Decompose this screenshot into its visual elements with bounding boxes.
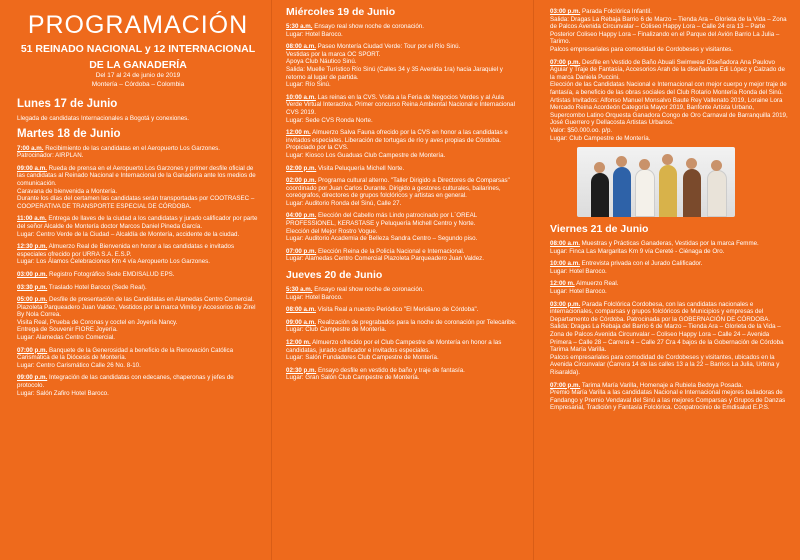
entry-text: Entrega de Souvenir FIORE Joyería. — [17, 326, 118, 334]
entry-text: Lugar: Alamedas Centro Comercial Plazoleta Parqueadero Juan Valdez. — [286, 255, 484, 263]
entry-line — [286, 248, 519, 256]
photo-figure — [635, 169, 655, 217]
entry-text: Apoya Club Náutico Sinú. — [286, 58, 357, 66]
entry-line — [550, 46, 788, 54]
entry-line — [286, 165, 519, 173]
entry-time: 10:00 a.m. — [286, 93, 316, 101]
entry-line — [17, 165, 262, 188]
entry-line — [286, 319, 519, 327]
entry-line — [286, 31, 519, 39]
entry-time: 12:00 m. — [550, 280, 575, 288]
schedule-entry — [286, 306, 519, 314]
entry-line — [17, 243, 262, 258]
entry-line — [286, 354, 519, 362]
schedule-entry — [17, 115, 262, 123]
entry-text: Lugar: Hotel Baroco. — [286, 30, 343, 38]
entry-text: Lugar: Salón Zafiro Hotel Baroco. — [17, 389, 109, 397]
entry-text: Parada Folclórica Cordobesa, con las candidatas nacionales e internacionales, comparsas y grupos folclóricos de Municipios y empresas del Departamento de Córdoba. Patrocinada por la GOBERNACIÓN DE CÓRDOBA. — [550, 300, 771, 323]
entry-line — [550, 16, 788, 46]
entry-line — [286, 129, 519, 144]
entry-line — [286, 255, 519, 263]
column-middle — [283, 0, 519, 560]
entry-time: 07:00 p.m. — [286, 247, 317, 255]
entry-line — [17, 296, 262, 319]
entry-text: Rueda de prensa en el Aeropuerto Los Garzones y primer desfile oficial de las candidatas al Reinado Nacional e Internacional de la Ganadería ante los medios de comunicación. — [17, 164, 256, 187]
entry-line — [550, 81, 788, 96]
entry-line — [17, 390, 262, 398]
entry-line — [550, 382, 788, 390]
schedule-entry — [286, 165, 519, 173]
schedule-entry — [286, 43, 519, 89]
entry-text: Artistas Invitados: Alfonso Manuel Monsalvo Baute Rey Vallenato 2019, Loraine Lora Mercado Reina Acordeón Categoría Mayor 2019, Banfonte Artista Urbano, Supercombo Latino Orquesta Ganadora Congo de Oro Carnaval de Barranquilla 2019, José Guerrero y Dellacosta Artistas Urbanos. — [550, 96, 788, 127]
schedule-entry — [17, 243, 262, 266]
entry-text: Integración de las candidatas con edecanes, chaperonas y jefes de protocolo. — [17, 374, 234, 390]
entry-text: Registro Fotográfico Sede EMDISALUD EPS. — [49, 270, 175, 278]
entry-text: Realización de pregrabados para la noche de coronación por Telecaribe. — [317, 318, 517, 326]
entry-line — [550, 268, 788, 276]
entry-time: 05:00 p.m. — [17, 296, 48, 304]
entry-text: Ensayo desfile en vestido de baño y traje de fantasía. — [318, 366, 465, 374]
entry-time: 11:00 a.m. — [17, 215, 47, 223]
entry-line — [286, 58, 519, 66]
entry-text: Lugar: Club Campestre de Montería. — [550, 134, 651, 142]
entry-line — [17, 319, 262, 327]
entry-time: 5:30 a.m. — [286, 286, 313, 294]
photo-figure — [659, 165, 677, 217]
entry-time: 10:00 a.m. — [550, 260, 580, 268]
entry-text: Lugar: Hotel Baroco. — [286, 293, 343, 301]
event-name-line-1: 51 REINADO NACIONAL y 12 INTERNACIONAL — [20, 43, 256, 55]
entry-text: Lugar: Gran Salón Club Campestre de Montería. — [286, 374, 420, 382]
entry-text: Almuerzo ofrecido por el Club Campestre de Montería en honor a las candidatas, jurado calificador e invitados especiales. — [286, 339, 502, 354]
entry-time: 02:30 p.m. — [286, 366, 317, 374]
schedule-entry — [286, 94, 519, 124]
column-right — [547, 0, 788, 560]
photo-figure — [683, 169, 701, 217]
schedule-entry — [286, 367, 519, 382]
schedule-entry — [286, 23, 519, 38]
entry-text: Lugar: Finca Las Margaritas Km 9 vía Cereté - Ciénaga de Oro. — [550, 247, 725, 255]
day-heading: Viernes 21 de Junio — [550, 223, 649, 236]
entry-line — [286, 200, 519, 208]
photo-figure-head — [662, 154, 673, 165]
schedule-entry — [17, 347, 262, 370]
entry-text: Tarima María Varilla, Homenaje a Rubiela Bedoya Posada. — [581, 381, 744, 389]
entry-text: Visita Peluquería Michell Norte. — [318, 164, 405, 172]
entry-line — [286, 94, 519, 117]
entry-line — [286, 23, 519, 31]
entry-time: 07:00 p.m. — [17, 346, 48, 354]
schedule-entry — [17, 145, 262, 160]
entry-line — [17, 374, 262, 389]
entry-text: Elección del Cabello más Lindo patrocinado por L´OREAL PROFESSIONEL, KERASTASE y Peluquería Michell Centro y Norte. — [286, 212, 478, 228]
schedule-entry — [550, 280, 788, 295]
entry-text: Visita Real a nuestro Periódico "El Meridiano de Córdoba". — [317, 306, 479, 314]
entry-text: Salida: Dragas La Rebaja Barrio 6 de Marzo – Tienda Ara – Glorieta de la Vida – Zona de Palcos Avenida Circunvalar – Coliseo Happy Lora – Calle 24 cra 13 – Parte Posterior Coliseo Happy Lora – Finalizando en el Parque del Avión Barrio La Julia – Tarimo. — [550, 15, 787, 46]
entry-text: Caravana de bienvenida a Montería. — [17, 187, 118, 195]
entry-time: 09:00 a.m. — [17, 164, 47, 172]
entry-line — [550, 8, 788, 16]
entry-time: 7:00 a.m. — [17, 144, 44, 152]
entry-text: Lugar: Auditorio Academia de Belleza Sandra Centro – Segundo piso. — [286, 235, 478, 243]
entry-text: Lugar: Sede CVS Ronda Norte. — [286, 116, 373, 124]
entry-time: 04:00 p.m. — [286, 212, 317, 220]
entry-time: 07:00 p.m. — [550, 381, 581, 389]
entry-line — [17, 115, 262, 123]
entry-line — [286, 374, 519, 382]
schedule-entry — [286, 212, 519, 242]
entry-line — [17, 231, 262, 239]
entry-line — [550, 248, 788, 256]
column-left — [14, 0, 262, 560]
entry-line — [550, 389, 788, 412]
entry-line — [17, 271, 262, 279]
entry-line — [17, 188, 262, 196]
schedule-entry — [550, 260, 788, 275]
event-dates: Del 17 al 24 de junio de 2019 — [95, 72, 181, 79]
entry-text: Almuerzo Salva Fauna ofrecido por la CVS en honor a las candidatas e invitados especiales. Liberación de tortugas de río y aves propias de Córdoba. — [286, 129, 508, 144]
entry-line — [286, 152, 519, 160]
entry-line — [550, 135, 788, 143]
entry-line — [550, 280, 788, 288]
entry-line — [17, 195, 262, 210]
entry-time: 03:00 p.m. — [550, 300, 581, 308]
entry-text: Lugar: Club Campestre de Montería. — [286, 326, 387, 334]
entry-line — [17, 215, 262, 230]
entry-line — [17, 347, 262, 362]
entry-text: Traslado Hotel Baroco (Sede Real). — [48, 283, 147, 291]
entry-text: Durante los días del certamen las candidatas serán transportadas por COOTRASEC – COOPERATIVA DE TRANSPORTE ESPECIAL DE CÓRDOBA. — [17, 195, 255, 210]
entry-text: Ensayo real show noche de coronación. — [314, 23, 424, 30]
schedule-entry — [17, 165, 262, 211]
entry-text: Lugar: Hotel Baroco. — [550, 267, 607, 275]
schedule-entry — [550, 301, 788, 377]
schedule-entry — [17, 284, 262, 292]
entry-text: Elección de las Candidatas Nacional e Internacional con mejor cuerpo y mejor traje de fantasía, a beneficio de las obras sociales del Club Rotario Montería Ronda del Sinú. — [550, 81, 787, 96]
entry-line — [17, 326, 262, 334]
entry-text: Entrevista privada con el Jurado Calificador. — [581, 260, 703, 268]
schedule-entry — [286, 129, 519, 159]
entry-line — [17, 334, 262, 342]
artists-group-photo — [577, 147, 735, 217]
entry-text: Elección del Mejor Rostro Vogue. — [286, 227, 378, 235]
entry-time: 03:30 p.m. — [17, 283, 48, 291]
schedule-entry — [286, 339, 519, 362]
entry-time: 02:00 p.m. — [286, 164, 317, 172]
entry-line — [17, 258, 262, 266]
entry-text: Desfile en Vestido de Baño Abuali Swimwear Diseñadora Ana Paulovo Aguiar y Traje de Fantasía, Accesorios Arah de la diseñadora Edi López y Calzado de la marca Daniela Puccini. — [550, 58, 785, 81]
entry-line — [286, 339, 519, 354]
entry-line — [550, 240, 788, 248]
entry-text: Lugar: Centro Verde de la Ciudad – Alcaldía de Montería, accidente de la ciudad. — [17, 230, 240, 238]
entry-line — [286, 81, 519, 89]
entry-line — [286, 294, 519, 302]
schedule-entry — [286, 248, 519, 263]
entry-text: Programa cultural alterno. "Taller Dirigido a Directores de Comparsas" coordinado por Juan Carlos Durante. Dirigido a gestores culturales, bailarines, coreógrafos, directores de grupos folclóricos y artistas en general. — [286, 177, 510, 200]
page-title: PROGRAMACIÓN — [27, 11, 249, 39]
fold-line — [533, 0, 534, 560]
entry-text: Lugar: Salón Fundadores Club Campestre de Montería. — [286, 354, 439, 362]
event-name-line-2: DE LA GANADERÍA — [89, 59, 187, 71]
event-location: Montería – Córdoba – Colombia — [91, 81, 185, 88]
entry-time: 12:30 p.m. — [17, 243, 48, 251]
schedule-entry — [286, 177, 519, 207]
entry-line — [550, 260, 788, 268]
entry-text: Almuerzo Real. — [576, 280, 619, 288]
schedule-entry — [17, 215, 262, 238]
entry-line — [286, 66, 519, 81]
entry-line — [286, 306, 519, 314]
entry-line — [286, 235, 519, 243]
entry-line — [550, 97, 788, 127]
entry-text: Palcos empresariales para comodidad de Cordobeses y visitantes, ubicados en la Avenida Circunvalar (Carrera 14 de las calles 13 a la 22 – Barrios La Julia, Urbina y Risaralda). — [550, 353, 780, 376]
entry-text: Parada Folclórica Infantil. — [582, 8, 652, 15]
entry-line — [550, 288, 788, 296]
entry-line — [550, 127, 788, 135]
entry-text: Lugar: Hotel Baroco. — [550, 288, 607, 296]
entry-line — [17, 362, 262, 370]
schedule-entry — [286, 286, 519, 301]
entry-text: Entrega de llaves de la ciudad a los candidatas y jurado calificador por parte del señor Alcalde de Montería doctor Marcos Daniel Pineda García. — [17, 215, 258, 230]
entry-text: Propiciado por la CVS. — [286, 144, 349, 152]
entry-text: Recibimiento de las candidatas en el Aeropuerto Los Garzones. — [45, 144, 220, 152]
entry-line — [550, 59, 788, 82]
entry-line — [286, 367, 519, 375]
entry-line — [286, 326, 519, 334]
entry-time: 02:00 p.m. — [286, 177, 317, 185]
entry-time: 09:00 p.m. — [17, 374, 48, 382]
entry-time: 12:00 m. — [286, 339, 311, 346]
entry-time: 09:00 a.m. — [286, 318, 316, 326]
entry-time: 07:00 p.m. — [550, 58, 581, 66]
entry-time: 03:00 p.m. — [550, 8, 581, 15]
entry-time: 08:00 a.m. — [286, 43, 316, 51]
entry-text: Banquete de la Generosidad a beneficio de la Renovación Católica Carismática de la Diócesis de Montería. — [17, 346, 234, 362]
entry-text: Lugar: Alamedas Centro Comercial. — [17, 334, 116, 342]
entry-text: Lugar: Centro Carismático Calle 26 No. 8-10. — [17, 361, 141, 369]
entry-text: Ensayo real show noche de coronación. — [314, 286, 424, 294]
entry-text: Lugar: Río Sinú. — [286, 81, 331, 89]
schedule-entry — [550, 59, 788, 143]
entry-text: Vestidas por la marca OC SPORT. — [286, 50, 381, 58]
entry-line — [286, 212, 519, 227]
entry-text: Salida: Dragas La Rebaja del Barrio 6 de Marzo – Tienda Ara – Glorieta de la Vida – Zona de Palcos Avenida Circunvalar – Coliseo Happy Lora – Calle 24 – Avenida Primera – Calle 28 – Carrera 4 – Calle 27 Cra 4 bajos de la Gobernación de Córdoba Tarima María Varilla. — [550, 323, 784, 354]
photo-figure-head — [616, 156, 627, 167]
entry-line — [17, 284, 262, 292]
entry-text: Lugar: Auditorio Ronda del Sinú, Calle 27. — [286, 199, 402, 207]
photo-figure-head — [594, 162, 605, 173]
entry-time: 12:00 m. — [286, 129, 311, 137]
entry-line — [286, 228, 519, 236]
schedule-entry — [17, 374, 262, 397]
entry-line — [286, 177, 519, 200]
day-heading: Martes 18 de Junio — [17, 127, 121, 140]
entry-text: Premio María Varilla a las candidatas Nacional e Internacional mejores bailadoras de Fandango y Premio Vendaval del Sinú a las mejores Comparsas y Grupos de Danzas Empresarial, Tradición y Fantasía Folclórica. Coopatrocinio de Emdisalud E.P.S. — [550, 389, 786, 412]
entry-text: Llegada de candidatas Internacionales a Bogotá y conexiones. — [17, 115, 189, 122]
photo-figure — [591, 173, 609, 217]
photo-figure — [707, 170, 727, 217]
entry-time: 08:00 a.m. — [286, 306, 316, 314]
entry-line — [17, 152, 262, 160]
entry-line — [17, 145, 262, 153]
entry-text: Almuerzo Real de Bienvenida en honor a las candidatas e invitados especiales ofrecido por URRA S.A. E.S.P. — [17, 243, 235, 258]
entry-line — [550, 323, 788, 353]
entry-text: Patrocinador: AIRPLAN. — [17, 152, 84, 160]
schedule-entry — [550, 382, 788, 412]
entry-text: Salida: Muelle Turístico Río Sinú (Calles 34 y 35 Avenida 1ra) hacia Jaraquiel y retorno al lugar de partida. — [286, 65, 503, 81]
entry-line — [286, 43, 519, 51]
entry-text: Paseo Montería Ciudad Verde: Tour por el Río Sinú. — [317, 43, 461, 51]
fold-line — [271, 0, 272, 560]
photo-figure — [613, 167, 631, 217]
day-heading: Jueves 20 de Junio — [286, 269, 383, 282]
entry-text: Muestras y Prácticas Ganaderas, Vestidas por la marca Femme. — [581, 240, 759, 248]
schedule-entry — [17, 296, 262, 342]
entry-text: Palcos empresariales para comodidad de Cordobeses y visitantes. — [550, 45, 733, 53]
entry-text: Visita Real, Prueba de Coronas y coctel en Joyería Nancy. — [17, 318, 178, 326]
schedule-entry — [17, 271, 262, 279]
photo-figure-head — [686, 158, 697, 169]
entry-text: Las reinas en la CVS. Visita a la Feria de Negocios Verdes y al Aula Verde Virtual Interactiva. Primer concurso Reina Ambiental Nacional e Internacional CVS 2019. — [286, 93, 515, 116]
entry-text: Elección Reina de la Policía Nacional e Internacional. — [318, 247, 465, 255]
entry-text: Lugar: Los Álamos Celebraciones Km 4 vía Aeropuerto Los Garzones. — [17, 258, 210, 266]
entry-text: Desfile de presentación de las Candidatas en Alamedas Centro Comercial. Plazoleta Parqueadero Juan Valdez, Vestidos por la marca Vimilo y Accesorios de Zirel By Nola Correa. — [17, 296, 256, 319]
schedule-entry — [286, 319, 519, 334]
entry-time: 5:30 a.m. — [286, 23, 313, 30]
entry-text: Valor: $50.000.oo. p/p. — [550, 126, 613, 134]
schedule-entry — [550, 8, 788, 54]
entry-text: Lugar: Kiosco Los Guaduas Club Campestre de Montería. — [286, 151, 446, 159]
entry-line — [550, 354, 788, 377]
schedule-entry — [550, 240, 788, 255]
entry-line — [286, 51, 519, 59]
entry-time: 03:00 p.m. — [17, 270, 48, 278]
entry-line — [286, 286, 519, 294]
entry-line — [286, 144, 519, 152]
entry-line — [286, 117, 519, 125]
entry-line — [550, 301, 788, 324]
entry-time: 08:00 a.m. — [550, 240, 580, 248]
day-heading: Lunes 17 de Junio — [17, 98, 118, 110]
day-heading: Miércoles 19 de Junio — [286, 6, 396, 18]
